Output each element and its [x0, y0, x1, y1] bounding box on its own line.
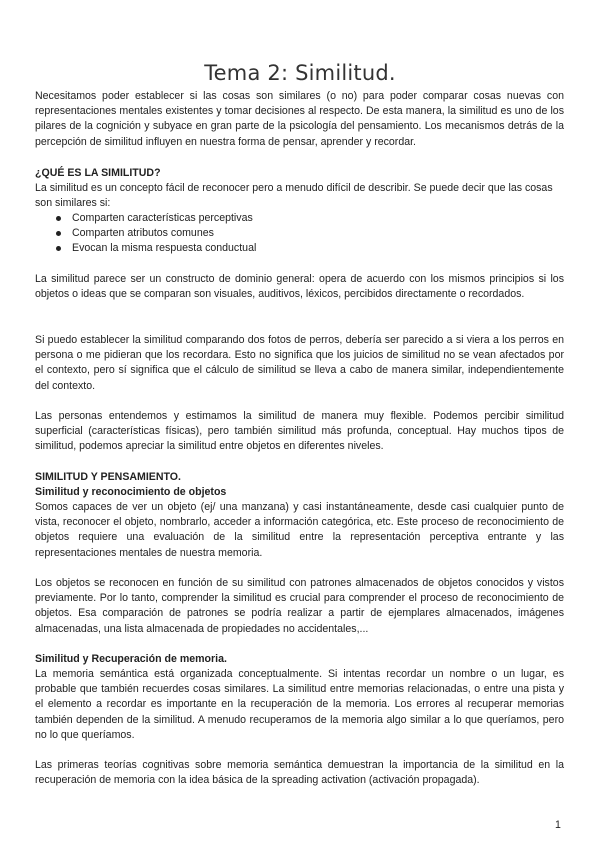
- section-heading-similitud-pensamiento: SIMILITUD Y PENSAMIENTO.: [35, 471, 181, 483]
- page-number: 1: [555, 819, 561, 831]
- list-item: Evocan la misma respuesta conductual: [35, 241, 564, 256]
- paragraph: Si puedo establecer la similitud comparando dos fotos de perros, debería ser parecido a si viera a los perros en persona o me pidieran que los recordara. Esto no significa que los juicios de similitud no se vean afectados por el contexto, pero sí significa que el cálculo de similitud se lleva a cabo de manera similar, independientemente del contexto.: [35, 334, 564, 392]
- paragraph: Somos capaces de ver un objeto (ej/ una manzana) y casi instantáneamente, desde casi cualquier punto de vista, reconocer el objeto, nombrarlo, acceder a información categórica, etc. Este proceso de reconocimiento de objetos requiere una evaluación de la similitud entre la representación perceptiva entrante y las representaciones mentales de nuestra memoria.: [35, 501, 564, 559]
- paragraph: Los objetos se reconocen en función de su similitud con patrones almacenados de objetos conocidos y vistos previamente. Por lo tanto, comprender la similitud es crucial para comprender el proceso de reconocimiento de objetos. Esa comparación de patrones se podría realizar a partir de ejemplares almacenados, imágenes almacenadas, una lista almacenada de propiedades no accidentales,...: [35, 577, 564, 635]
- subheading-recuperacion: Similitud y Recuperación de memoria.: [35, 653, 227, 665]
- bullet-list: [35, 211, 564, 257]
- list-item: Comparten atributos comunes: [35, 226, 564, 241]
- intro-paragraph: Necesitamos poder establecer si las cosas son similares (o no) para poder comparar cosas nuevas con representaciones mentales existentes y tomar decisiones al respecto. De esta manera, la similitud es uno de los pilares de la cognición y subyace en gran parte de la psicología del pensamiento. Los mecanismos detrás de la percepción de similitud influyen en nuestra forma de pensar, aprender y recordar.: [35, 90, 564, 148]
- section1-lead: La similitud es un concepto fácil de reconocer pero a menudo difícil de describir. Se puede decir que las cosas son similares si:: [35, 182, 553, 210]
- paragraph: La memoria semántica está organizada conceptualmente. Si intentas recordar un nombre o un lugar, es probable que también recuerdes cosas similares. La similitud entre memorias relacionadas, o entre una pista y el elemento a recordar es importante en la recuperación de la memoria. Los errores al recuperar memorias también dependen de la similitud. A menudo recuperamos de la memoria algo similar a lo que queríamos, pero no lo que queríamos.: [35, 668, 564, 741]
- subheading-reconocimiento: Similitud y reconocimiento de objetos: [35, 486, 227, 498]
- page-title: Tema 2: Similitud.: [204, 61, 396, 85]
- section-heading-que-es: ¿QUÉ ES LA SIMILITUD?: [35, 167, 161, 179]
- paragraph: La similitud parece ser un constructo de dominio general: opera de acuerdo con los mismos principios si los objetos o ideas que se comparan son visuales, auditivos, léxicos, percibidos directamente o recordados.: [35, 273, 564, 301]
- list-item: Comparten características perceptivas: [35, 211, 564, 226]
- paragraph: Las primeras teorías cognitivas sobre memoria semántica demuestran la importancia de la similitud en la recuperación de memoria con la idea básica de la spreading activation (activación propagada).: [35, 759, 564, 787]
- paragraph: Las personas entendemos y estimamos la similitud de manera muy flexible. Podemos percibir similitud superficial (características físicas), pero también similitud más profunda, conceptual. Hay muchos tipos de similitud, podemos apreciar la similitud entre objetos en diferentes niveles.: [35, 410, 564, 453]
